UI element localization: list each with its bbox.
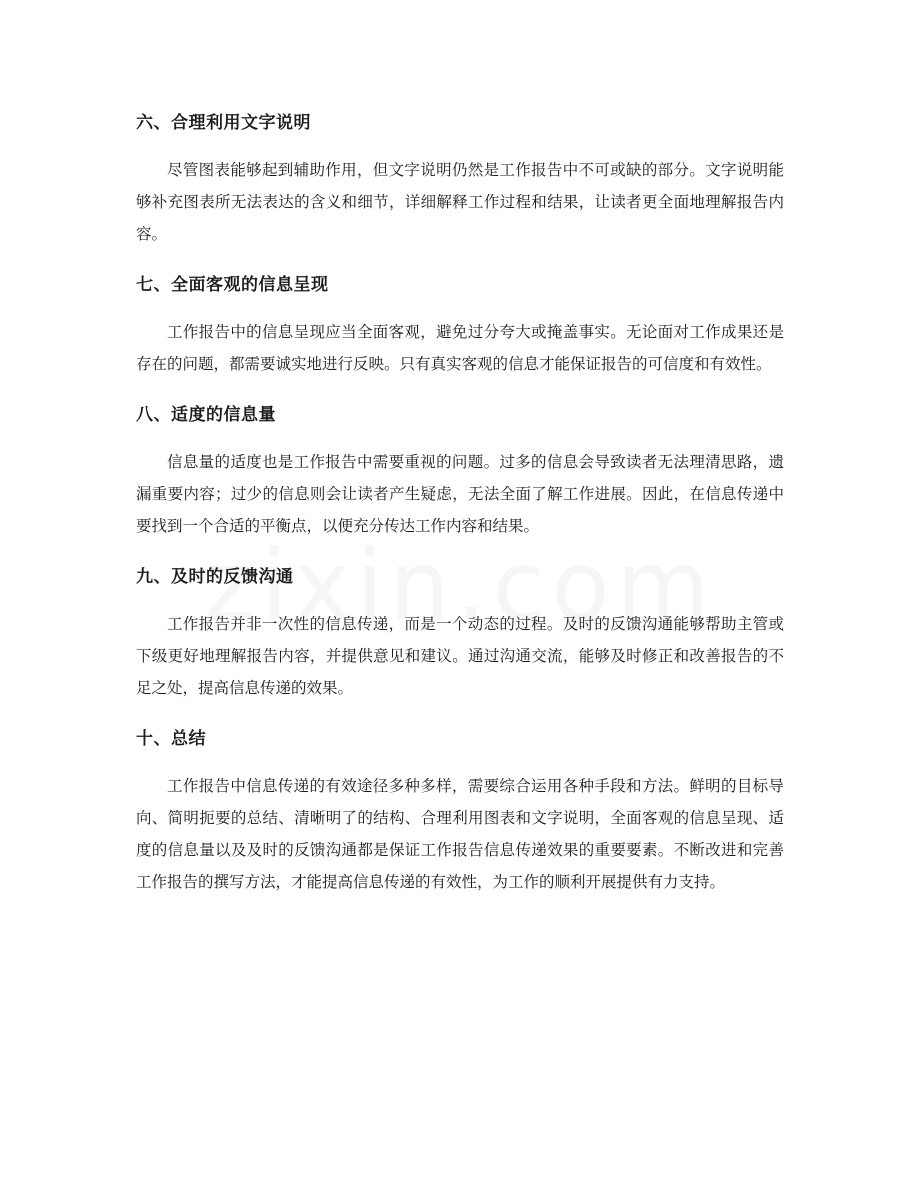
section-10 [136,724,784,898]
section-heading: 六、合理利用文字说明 [136,113,311,133]
section-heading: 九、及时的反馈沟通 [136,567,294,587]
section-heading: 七、全面客观的信息呈现 [136,275,329,295]
section-paragraph: 工作报告中的信息呈现应当全面客观，避免过分夸大或掩盖事实。无论面对工作成果还是存在的问题，都需要诚实地进行反映。只有真实客观的信息才能保证报告的可信度和有效性。 [136,323,784,373]
section-heading: 十、总结 [136,729,206,749]
section-paragraph: 工作报告并非一次性的信息传递，而是一个动态的过程。及时的反馈沟通能够帮助主管或下级更好地理解报告内容，并提供意见和建议。通过沟通交流，能够及时修正和改善报告的不足之处，提高信息传递的效果。 [136,615,784,697]
section-7 [136,270,784,380]
section-heading: 八、适度的信息量 [136,405,276,425]
section-paragraph: 尽管图表能够起到辅助作用，但文字说明仍然是工作报告中不可或缺的部分。文字说明能够补充图表所无法表达的含义和细节，详细解释工作过程和结果，让读者更全面地理解报告内容。 [136,161,784,243]
section-9 [136,562,784,704]
section-6 [136,108,784,250]
section-paragraph: 信息量的适度也是工作报告中需要重视的问题。过多的信息会导致读者无法理清思路，遗漏重要内容；过少的信息则会让读者产生疑虑，无法全面了解工作进展。因此，在信息传递中要找到一个合适的平衡点，以便充分传达工作内容和结果。 [136,453,784,535]
section-paragraph: 工作报告中信息传递的有效途径多种多样，需要综合运用各种手段和方法。鲜明的目标导向、简明扼要的总结、清晰明了的结构、合理利用图表和文字说明，全面客观的信息呈现、适度的信息量以及及时的反馈沟通都是保证工作报告信息传递效果的重要要素。不断改进和完善工作报告的撰写方法，才能提高信息传递的有效性，为工作的顺利开展提供有力支持。 [136,777,784,891]
section-8 [136,400,784,542]
